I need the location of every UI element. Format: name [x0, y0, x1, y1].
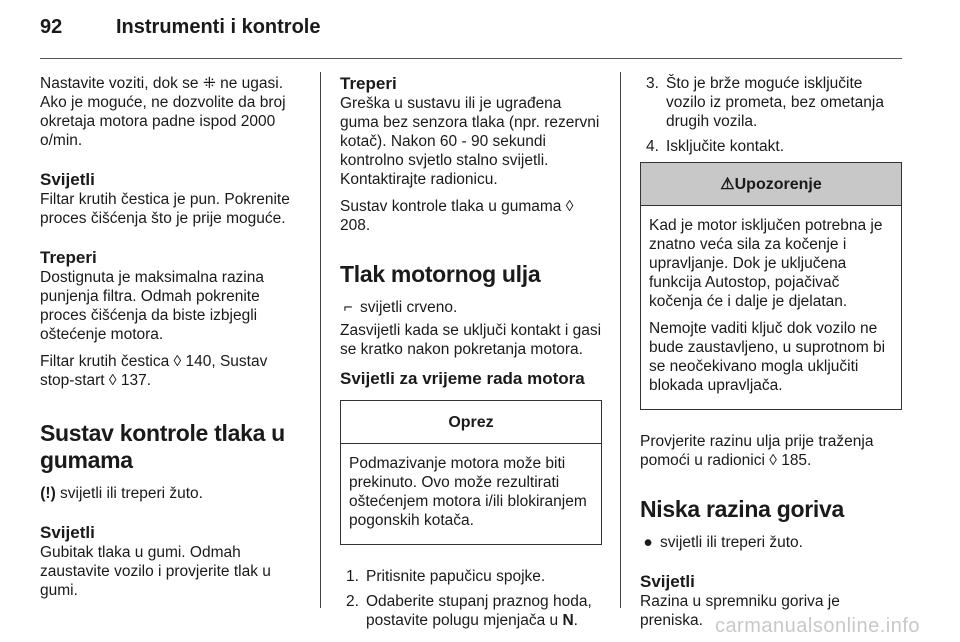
subheading: Svijetli za vrijeme rada motora [340, 369, 585, 388]
caution-box [340, 400, 602, 545]
section-heading: Tlak motornog ulja [340, 261, 541, 287]
reference-paragraph: Sustav kontrole tlaka u gumama ◊ 208. [340, 198, 574, 234]
step-list [340, 567, 602, 630]
paragraph: Filtar krutih čestica je pun. Pokrenite proces čišćenja što je prije moguće. [40, 191, 290, 227]
list-item [640, 137, 902, 156]
subheading: Treperi [40, 248, 97, 267]
warning-title: Upozorenje [734, 176, 822, 193]
paragraph: Razina u spremniku goriva je preniska. [640, 593, 840, 629]
reference-paragraph: Filtar krutih čestica ◊ 140, Sustav stop-start ◊ 137. [40, 353, 268, 389]
list-item [340, 592, 602, 630]
fuel-lamp-icon: ● [643, 534, 653, 551]
warning-icon: ⚠ [720, 176, 735, 193]
column-divider [320, 72, 321, 608]
step-number: 4. [646, 138, 659, 155]
list-item [640, 74, 902, 131]
oil-can-icon: ⌐ [343, 299, 353, 316]
warning-header [641, 163, 901, 206]
paragraph: Zasvijetli kada se uključi kontakt i gasi se kratko nakon pokretanja motora. [340, 322, 602, 358]
step-text: Što je brže moguće isključite vozilo iz prometa, bez ometanja drugih vozila. [666, 75, 884, 130]
caution-title: Oprez [341, 401, 601, 444]
step-number: 2. [346, 593, 359, 610]
header-rule [40, 58, 902, 59]
subheading: Svijetli [40, 170, 95, 189]
subheading: Svijetli [640, 572, 695, 591]
section-heading: Niska razina goriva [640, 496, 844, 522]
step-number: 3. [646, 75, 659, 92]
caution-text: Podmazivanje motora može biti prekinuto. Ovo može rezultirati oštećenjem motora i/ili blokiranjem pogonskih kotača. [349, 455, 587, 529]
column-2 [340, 74, 602, 636]
step-list [640, 74, 902, 156]
step-text: Pritisnite papučicu spojke. [366, 568, 546, 585]
column-1 [40, 74, 302, 608]
subheading: Treperi [340, 74, 397, 93]
reference-paragraph: Provjerite razinu ulja prije traženja pomoći u radionici ◊ 185. [640, 433, 874, 469]
subheading: Svijetli [40, 523, 95, 542]
section-heading: Sustav kontrole tlaka u gumama [40, 420, 285, 473]
lamp-text: svijetli ili treperi žuto. [60, 485, 203, 502]
warning-text: Nemojte vaditi ključ dok vozilo ne bude zaustavljeno, u suprotnom bi se neočekivano mogla uključiti blokada upravljača. [649, 320, 886, 394]
warning-box [640, 162, 902, 410]
paragraph: Greška u sustavu ili je ugrađena guma bez senzora tlaka (npr. rezervni kotač). Nakon 60 - 90 sekundi kontrolno svjetlo stalno svijetli. Kontaktirajte radionicu. [340, 95, 600, 188]
page-title: Instrumenti i kontrole [116, 16, 321, 38]
page-number: 92 [40, 16, 63, 38]
step-text: Isključite kontakt. [666, 138, 785, 155]
lamp-line [640, 533, 902, 552]
watermark: carmanualsonline.info [714, 615, 920, 637]
step-end: . [573, 612, 578, 629]
column-3 [640, 74, 902, 638]
paragraph: Dostignuta je maksimalna razina punjenja filtra. Odmah pokrenite proces čišćenja da biste izbjegli oštećenje motora. [40, 269, 264, 343]
paragraph: Nastavite voziti, dok se ⁜ ne ugasi. Ako je moguće, ne dozvolite da broj okretaja motora padne ispod 2000 o/min. [40, 75, 286, 149]
tire-pressure-icon: (!) [40, 485, 56, 502]
lamp-text: svijetli crveno. [360, 299, 458, 316]
list-item [340, 567, 602, 586]
step-number: 1. [346, 568, 359, 585]
warning-text: Kad je motor isključen potrebna je znatno veća sila za kočenje i upravljanje. Dok je uključena funkcija Autostop, pojačivač kočenja će i dalje je djelatan. [649, 217, 883, 310]
lamp-line [40, 484, 302, 503]
lamp-text: svijetli ili treperi žuto. [660, 534, 803, 551]
column-divider [620, 72, 621, 608]
lamp-line [340, 298, 602, 317]
gear-letter: N [562, 612, 574, 629]
page-header [40, 16, 320, 46]
step-text: Odaberite stupanj praznog hoda, postavite polugu mjenjača u [366, 593, 592, 629]
paragraph: Gubitak tlaka u gumi. Odmah zaustavite vozilo i provjerite tlak u gumi. [40, 544, 271, 599]
